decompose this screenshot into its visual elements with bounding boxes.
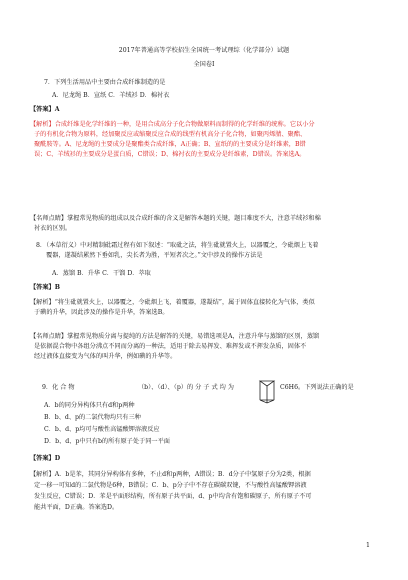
q9-stem-part2: （b）、（d）、（p）的 分 子 式 均 为 <box>138 384 234 391</box>
q7-stem: 7．下列生活用品中主要由合成纤维制造的是 <box>44 79 166 86</box>
q9-explanation <box>30 469 312 513</box>
q9-stem-part3: C6H6。下列说法正确的是 <box>280 384 354 391</box>
q8-note-line: 【名师点睛】掌握常见物质分离与提纯的方法是解答的关键，易错选项是A，注意升华与蒸馏的区别，蒸馏 <box>30 333 320 340</box>
q8-note-line: 经过液体直接变为气体的叫升华，例如碘的升华等。 <box>34 353 177 360</box>
page-title: 2017年普通高等学校招生全国统一考试理综（化学部分）试题 <box>118 47 290 54</box>
q8-note <box>30 332 319 362</box>
q7-explain-line: 子的有机化合物为原料，经加聚反应或缩聚反应合成的线型有机高分子化合物，如聚丙烯腈、聚酯、 <box>34 131 307 138</box>
q9-option: D．b、d、p中只有b的所有原子处于同一平面 <box>44 438 170 445</box>
q7-explain-line: 【解析】合成纤维是化学纤维的一种，是用合成高分子化合物做原料而制得的化学纤维的统称。它以小分 <box>30 121 315 128</box>
q8-explanation <box>30 298 315 318</box>
q9-stem-part1: 9．化 合 物 <box>42 384 75 391</box>
q9-explain-line: 【解析】A．b是苯，其同分异构体有多种，不止d和p两种，A错误；B．d分子中氢原子分为2类，根据 <box>30 471 311 478</box>
q8-stem <box>36 241 318 261</box>
page-number: 1 <box>366 542 370 549</box>
q8-stem-line: 8．（本草衍义）中对精制砒霜过程有如下叙述：“取砒之法，将生砒就置火上，以器覆之，令砒烟上飞着 <box>36 242 319 249</box>
q9-answer: 【答案】D <box>30 455 61 462</box>
q8-explain-line: 【解析】“将生砒就置火上，以器覆之，令砒烟上飞，着覆器，遂凝结”，属于固体直接转化为气体，类似 <box>30 299 315 306</box>
q9-explain-line: 定一移一可知d的二氯代物是6种，B错误；C．b、p分子中不存在碳碳双键，不与酸性高锰酸钾溶液 <box>34 482 307 489</box>
q7-answer: 【答案】A <box>30 106 60 113</box>
q8-stem-line: 覆器，遂凝结累然下垂如乳，尖长者为胜，平短者次之。”文中涉及的操作方法是 <box>46 252 263 259</box>
q9-option: A．b的同分异构体只有d和p两种 <box>44 402 135 409</box>
q7-note-line: 衬衣的区别。 <box>34 225 72 232</box>
q8-explain-line: 于碘的升华，因此涉及的操作是升华，答案选B。 <box>34 309 169 316</box>
q9-options <box>44 400 170 448</box>
q8-answer: 【答案】B <box>30 284 60 291</box>
q9-option: B．b、d、p的二氯代物均只有三种 <box>44 414 141 421</box>
q7-explain-line: 聚酰胺等。A、尼龙绳的主要成分是聚酯类合成纤维，A正确；B、宣纸的的主要成分是纤维素，B错 <box>34 141 306 148</box>
q9-option: C．b、d、p均可与酸性高锰酸钾溶液反应 <box>44 426 160 433</box>
q7-note <box>30 214 321 234</box>
q7-explanation <box>30 120 315 160</box>
q9-explain-line: 能共平面，D正确。答案选D。 <box>34 504 119 511</box>
q8-note-line: 是依据混合物中各组分沸点不同而分离的一种法，适用于除去易挥发、难挥发或不挥发杂质，固体不 <box>34 343 307 350</box>
q9-explain-line: 发生反应，C错误；D．苯是平面形结构，所有原子共平面，d、p中均含有饱和碳原子，所有原子不可 <box>34 493 312 500</box>
q7-note-line: 【名师点睛】掌握常见物质的组成以及合成纤维的含义是解答本题的关键，题目难度不大，注意羊绒衫和棉 <box>30 215 321 222</box>
q7-explain-line: 误；C、羊绒衫的主要成分是蛋白质，C错误；D、棉衬衣的主要成分是纤维素，D错误。答案选A。 <box>34 151 306 158</box>
prism-structure-diagram <box>258 378 276 404</box>
page-subtitle: 全国卷Ⅰ <box>193 61 215 68</box>
q8-options: A．蒸馏 B．升华 C．干馏 D．萃取 <box>52 270 151 277</box>
q7-options: A．尼龙绳 B．宣纸 C．羊绒衫 D．棉衬衣 <box>52 92 170 99</box>
